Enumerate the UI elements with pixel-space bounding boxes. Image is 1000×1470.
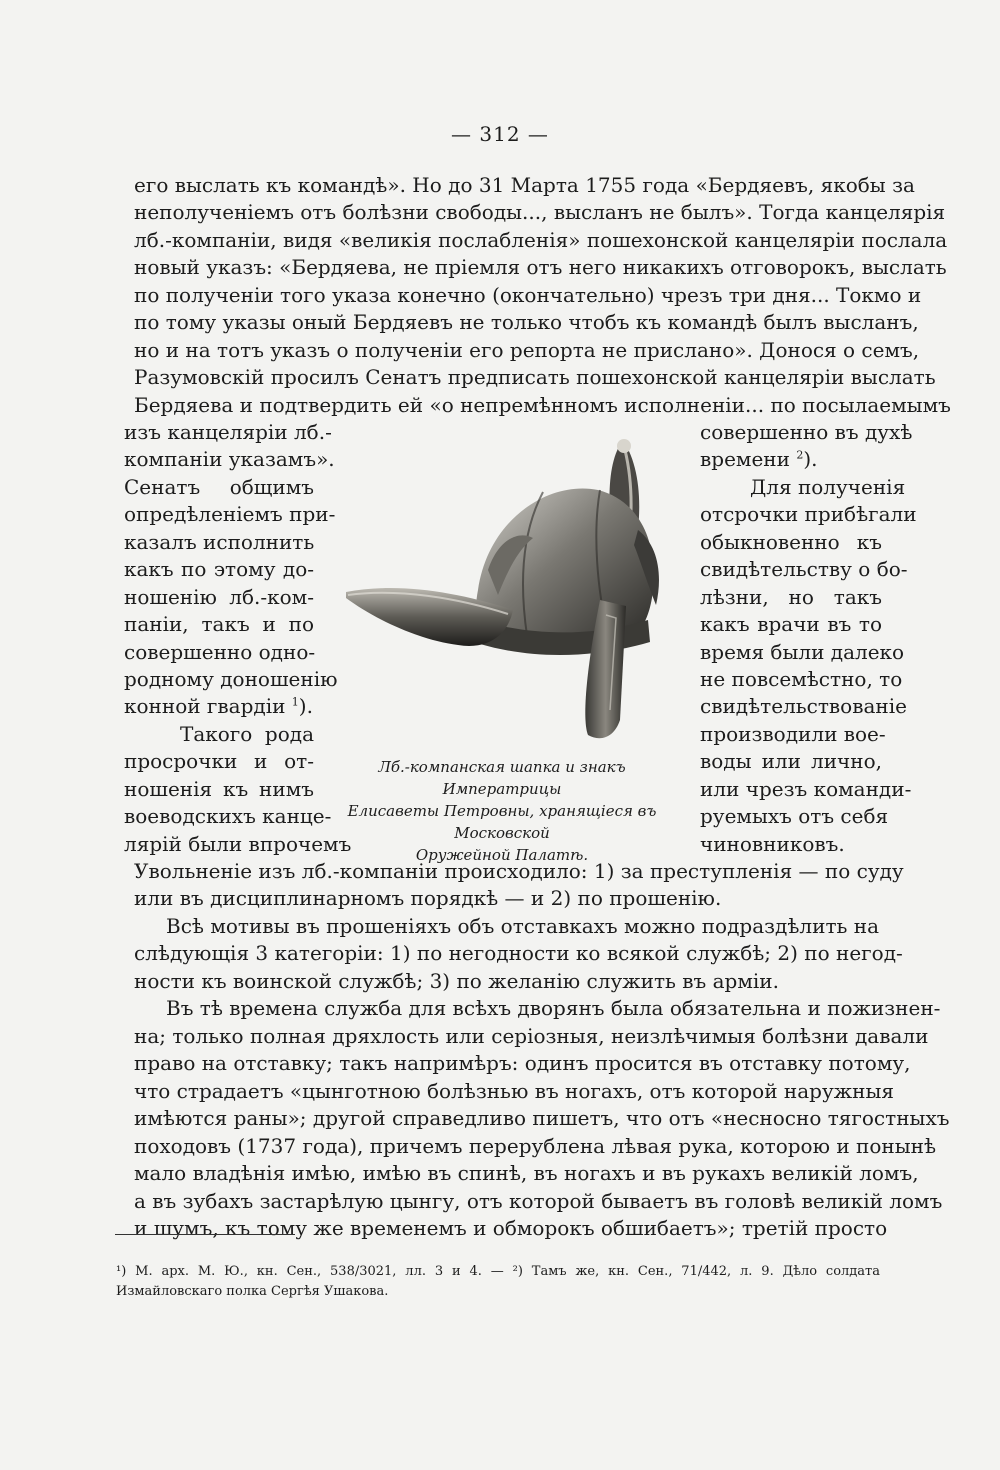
right-column-line: совершенно въ духѣ (700, 420, 913, 444)
text-line: Въ тѣ времена служба для всѣхъ дворянъ была обязательна и пожизнен- (166, 996, 941, 1020)
left-column-line: компаніи указамъ». (124, 447, 335, 471)
figure-caption (324, 756, 680, 866)
caption-line: Елисаветы Петровны, хранящіеся въ Московской (347, 802, 657, 842)
right-column-line: лѣзни, но такъ (700, 585, 882, 609)
right-column-line: не повсемѣстно, то (700, 667, 903, 691)
left-column-line: ношенія къ нимъ (124, 777, 314, 801)
text-line: по полученіи того указа конечно (окончательно) чрезъ три дня... Токмо и (134, 283, 922, 307)
footnote-line: Измайловскаго полка Сергѣя Ушакова. (116, 1284, 389, 1299)
text-line: неполученіемъ отъ болѣзни свободы..., высланъ не былъ». Тогда канцелярія (134, 200, 946, 224)
text-line: по тому указы оный Бердяевъ не только чтобъ къ командѣ былъ высланъ, (134, 310, 919, 334)
text-line: право на отставку; такъ напримѣръ: одинъ просится въ отставку потому, (134, 1051, 911, 1075)
text-line: походовъ (1737 года), причемъ перерублена лѣвая рука, которою и понынѣ (134, 1134, 937, 1158)
text-line: ности къ воинской службѣ; 3) по желанію служить въ арміи. (134, 969, 779, 993)
text-line: Бердяева и подтвердить ей «о непремѣнномъ исполненіи... по посылаемымъ (134, 393, 951, 417)
left-column-line: просрочки и от- (124, 749, 314, 773)
right-column-line: свидѣтельствованіе (700, 694, 907, 718)
footnote-marker: 2 (796, 448, 804, 462)
right-column-line: времени $^2$). (700, 447, 818, 471)
text-line: имѣются раны»; другой справедливо пишетъ, что отъ «несносно тягостныхъ (134, 1106, 950, 1130)
text-line: Увольненіе изъ лб.-компаніи происходило: 1) за преступленія — по суду (134, 859, 904, 883)
left-column-line: опредѣленіемъ при- (124, 502, 336, 526)
right-column-line: или чрезъ команди- (700, 777, 912, 801)
right-column-line: производили вое- (700, 722, 886, 746)
left-column-line: паніи, такъ и по (124, 612, 314, 636)
text-line: или въ дисциплинарномъ порядкѣ — и 2) по прошенію. (134, 886, 722, 910)
left-column-line: лярій были впрочемъ (124, 832, 352, 856)
text-line: Разумовскій просилъ Сенатъ предписать пошехонской канцеляріи выслать (134, 365, 936, 389)
text-line: а въ зубахъ застарѣлую цынгу, отъ которой бываетъ въ головѣ великій ломъ (134, 1189, 943, 1213)
left-column-line: ношенію лб.-ком- (124, 585, 314, 609)
text-line: что страдаетъ «цынготною болѣзнью въ ногахъ, отъ которой наружныя (134, 1079, 894, 1103)
right-column-line: руемыхъ отъ себя (700, 804, 889, 828)
text-line: Всѣ мотивы въ прошеніяхъ объ отставкахъ можно подраздѣлить на (166, 914, 880, 938)
text-line: на; только полная дряхлость или серіозныя, неизлѣчимыя болѣзни давали (134, 1024, 929, 1048)
left-column-line: казалъ исполнить (124, 530, 315, 554)
left-column-line: конной гвардіи $^1$). (124, 694, 313, 718)
left-column-line: какъ по этому до- (124, 557, 314, 581)
right-column-line: время были далеко (700, 640, 905, 664)
text-line: мало владѣнія имѣю, имѣю въ спинѣ, въ ногахъ и въ рукахъ великій ломъ, (134, 1161, 919, 1185)
right-column-line: воды или лично, (700, 749, 882, 773)
text-line: новый указъ: «Бердяева, не пріемля отъ него никакихъ отговорокъ, выслать (134, 255, 947, 279)
left-column-line: совершенно одно- (124, 640, 316, 664)
right-column-line: отсрочки прибѣгали (700, 502, 917, 526)
right-column-line: Для полученія (750, 475, 906, 499)
left-column-line: изъ канцеляріи лб.- (124, 420, 332, 444)
left-column-line: Такого рода (180, 722, 314, 746)
caption-line: Оружейной Палатѣ. (415, 846, 589, 864)
caption-line: Лб.-компанская шапка и знакъ Императрицы (378, 758, 626, 798)
text-line: слѣдующія 3 категоріи: 1) по негодности ко всякой службѣ; 2) по негод- (134, 941, 903, 965)
left-column-line: родному доношенію (124, 667, 338, 691)
right-column-line: чиновниковъ. (700, 832, 845, 856)
footnote-line: ¹) М. арх. М. Ю., кн. Сен., 538/3021, лл. 3 и 4. — ²) Тамъ же, кн. Сен., 71/442, л. 9. Дѣло солдата (116, 1264, 880, 1279)
right-column-line: свидѣтельству о бо- (700, 557, 908, 581)
footnote-divider (115, 1234, 295, 1235)
left-column-line: Сенатъ общимъ (124, 475, 314, 499)
text-line: его выслать къ командѣ». Но до 31 Марта 1755 года «Бердяевъ, якобы за (134, 173, 915, 197)
helmet-illustration (338, 420, 688, 750)
right-column-line: обыкновенно къ (700, 530, 882, 554)
text-line: но и на тотъ указъ о полученіи его репорта не прислано». Донося о семъ, (134, 338, 920, 362)
right-column-line: какъ врачи въ то (700, 612, 882, 636)
footnote-marker: 1 (291, 695, 299, 709)
page-number: — 312 — (451, 122, 549, 146)
left-column-line: воеводскихъ канце- (124, 804, 332, 828)
text-line: лб.-компаніи, видя «великія послабленія» пошехонской канцеляріи послала (134, 228, 948, 252)
cap-image (338, 420, 688, 750)
text-line: и шумъ, къ тому же временемъ и обморокъ обшибаетъ»; третій просто (134, 1216, 888, 1240)
